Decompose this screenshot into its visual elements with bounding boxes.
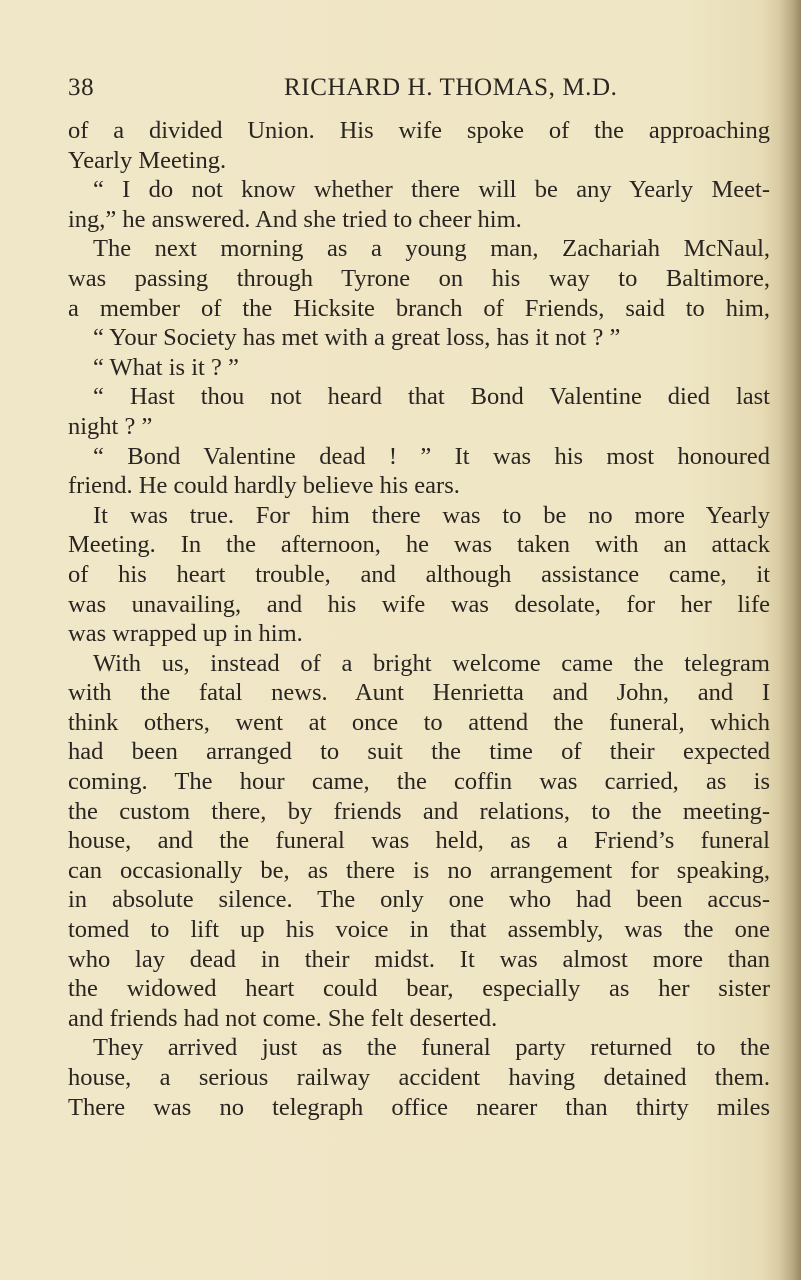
text-line: can occasionally be, as there is no arrangement for speaking,	[68, 856, 770, 884]
text-line: “ Hast thou not heard that Bond Valentine died last	[93, 383, 770, 411]
text-line: coming. The hour came, the coffin was carried, as is	[68, 768, 770, 796]
text-line: night ? ”	[68, 412, 153, 440]
text-line: was passing through Tyrone on his way to Baltimore,	[68, 264, 770, 292]
page-number: 38	[68, 74, 95, 101]
text-line: house, a serious railway accident having detained them.	[68, 1064, 770, 1091]
text-line: the widowed heart could bear, especially as her sister	[68, 975, 770, 1003]
text-line: think others, went at once to attend the funeral, which	[68, 708, 770, 736]
text-line: tomed to lift up his voice in that assembly, was the one	[68, 916, 770, 944]
text-line: who lay dead in their midst. It was almost more than	[68, 945, 770, 973]
text-line: With us, instead of a bright welcome came the telegram	[93, 649, 770, 677]
text-line: the custom there, by friends and relations, to the meeting-	[68, 797, 770, 825]
text-line: and friends had not come. She felt deserted.	[68, 1004, 498, 1032]
text-line: a member of the Hicksite branch of Friends, said to him,	[68, 294, 770, 322]
text-line: with the fatal news. Aunt Henrietta and John, and I	[68, 679, 770, 707]
text-line: There was no telegraph office nearer than thirty miles	[68, 1093, 770, 1121]
text-line: of a divided Union. His wife spoke of the approaching	[68, 117, 770, 144]
text-line: of his heart trouble, and although assistance came, it	[68, 560, 770, 588]
text-line: They arrived just as the funeral party returned to the	[93, 1034, 770, 1062]
text-line: house, and the funeral was held, as a Friend’s funeral	[68, 827, 770, 855]
text-line: Meeting. In the afternoon, he was taken with an attack	[68, 531, 770, 559]
running-head: RICHARD H. THOMAS, M.D.	[284, 74, 618, 101]
text-line: ing,” he answered. And she tried to cheer him.	[68, 205, 522, 233]
page-edge-shadow	[779, 0, 801, 1280]
text-line: “ I do not know whether there will be any Yearly Meet-	[93, 176, 770, 204]
text-line: “ Your Society has met with a great loss, has it not ? ”	[93, 324, 621, 352]
text-line: was unavailing, and his wife was desolate, for her life	[68, 590, 770, 618]
body-text	[68, 116, 770, 1122]
text-line: “ Bond Valentine dead ! ” It was his most honoured	[93, 442, 770, 470]
text-line: It was true. For him there was to be no more Yearly	[93, 501, 770, 529]
text-line: was wrapped up in him.	[68, 620, 303, 648]
text-line: in absolute silence. The only one who had been accus-	[68, 886, 770, 914]
text-line: The next morning as a young man, Zachariah McNaul,	[93, 235, 770, 263]
text-line: had been arranged to suit the time of their expected	[68, 738, 770, 766]
text-line: Yearly Meeting.	[68, 146, 227, 174]
text-line: friend. He could hardly believe his ears.	[68, 472, 460, 500]
text-line: “ What is it ? ”	[93, 353, 239, 381]
page-header	[68, 74, 768, 110]
